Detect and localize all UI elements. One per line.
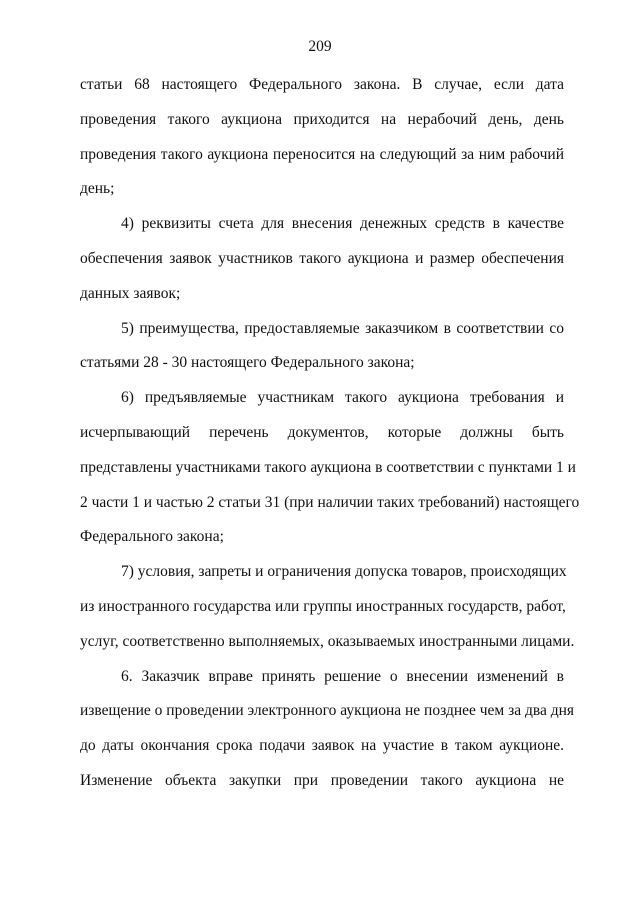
- text-line: 6. Заказчик вправе принять решение о внесении изменений в: [121, 667, 564, 685]
- text-line: статьями 28 - 30 настоящего Федерального закона;: [80, 354, 415, 372]
- text-line: извещение о проведении электронного аукциона не позднее чем за два дня: [80, 702, 575, 720]
- text-line: данных заявок;: [80, 284, 181, 302]
- text-line: 5) преимущества, предоставляемые заказчиком в соответствии со: [121, 319, 564, 337]
- text-line: услуг, соответственно выполняемых, оказываемых иностранными лицами.: [80, 632, 575, 650]
- text-line: 2 части 1 и частью 2 статьи 31 (при наличии таких требований) настоящего: [80, 493, 580, 511]
- text-line: день;: [80, 180, 115, 198]
- text-line: 4) реквизиты счета для внесения денежных средств в качестве: [121, 215, 564, 233]
- body-text: [80, 68, 580, 799]
- text-line: статьи 68 настоящего Федерального закона. В случае, если дата: [80, 76, 564, 93]
- text-line: 6) предъявляемые участникам такого аукциона требования и: [121, 389, 564, 407]
- text-line: 7) условия, запреты и ограничения допуска товаров, происходящих: [121, 563, 567, 581]
- text-line: из иностранного государства или группы иностранных государств, работ,: [80, 597, 566, 615]
- text-line: проведения такого аукциона переносится на следующий за ним рабочий: [80, 145, 564, 163]
- text-line: до даты окончания срока подачи заявок на участие в таком аукционе.: [80, 737, 564, 755]
- text-line: исчерпывающий перечень документов, которые должны быть: [80, 423, 564, 441]
- text-line: Изменение объекта закупки при проведении такого аукциона не: [80, 771, 564, 789]
- text-line: проведения такого аукциона приходится на нерабочий день, день: [80, 110, 564, 128]
- text-line: обеспечения заявок участников такого аукциона и размер обеспечения: [80, 249, 564, 267]
- text-line: представлены участниками такого аукциона в соответствии с пунктами 1 и: [80, 458, 576, 476]
- text-line: Федерального закона;: [80, 528, 224, 546]
- page-number: 209: [308, 38, 332, 55]
